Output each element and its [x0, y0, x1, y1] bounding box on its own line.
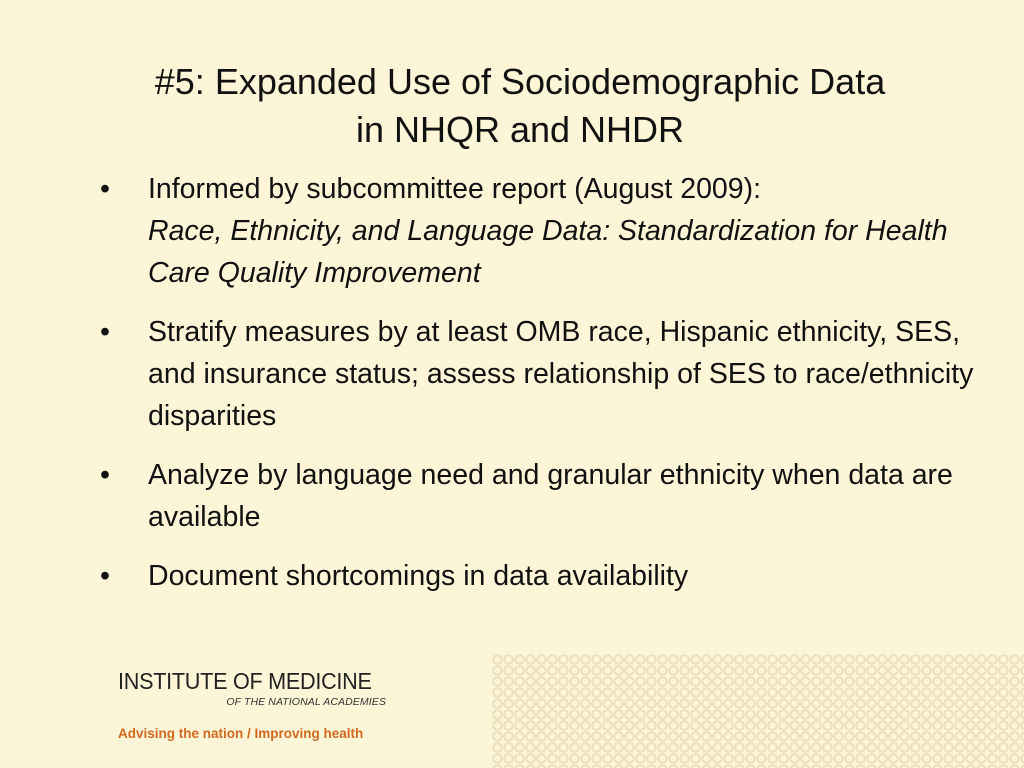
bullet-icon: • — [100, 560, 110, 592]
bullet-item-1 — [100, 168, 980, 294]
bullet-icon: • — [100, 316, 110, 348]
slide-title — [60, 58, 980, 154]
bullet-icon: • — [100, 173, 110, 205]
iom-logo — [118, 668, 408, 741]
bullet-item-3 — [100, 454, 980, 538]
bullet-text: Document shortcomings in data availability — [148, 560, 689, 592]
bullet-text: Stratify measures by at least OMB race, Hispanic ethnicity, SES, and insurance status; assess relationship of SES to race/ethnicity disparities — [148, 316, 974, 432]
decorative-pattern — [492, 654, 1024, 768]
bullet-item-2 — [100, 311, 980, 437]
bullet-icon: • — [100, 459, 110, 491]
bullet-text: Informed by subcommittee report (August 2009): — [148, 173, 762, 205]
logo-main-text: INSTITUTE OF MEDICINE — [118, 668, 372, 694]
slide-title-line-2: in NHQR and NHDR — [355, 109, 685, 150]
bullet-list — [100, 168, 980, 614]
logo-sub-text: OF THE NATIONAL ACADEMIES — [226, 696, 386, 708]
bullet-item-4 — [100, 555, 980, 597]
bullet-text: Analyze by language need and granular ethnicity when data are available — [148, 459, 953, 533]
slide-title-line-1: #5: Expanded Use of Sociodemographic Data — [154, 61, 886, 102]
logo-tagline: Advising the nation / Improving health — [118, 726, 364, 741]
report-title: Race, Ethnicity, and Language Data: Standardization for Health Care Quality Improvement — [148, 215, 948, 289]
